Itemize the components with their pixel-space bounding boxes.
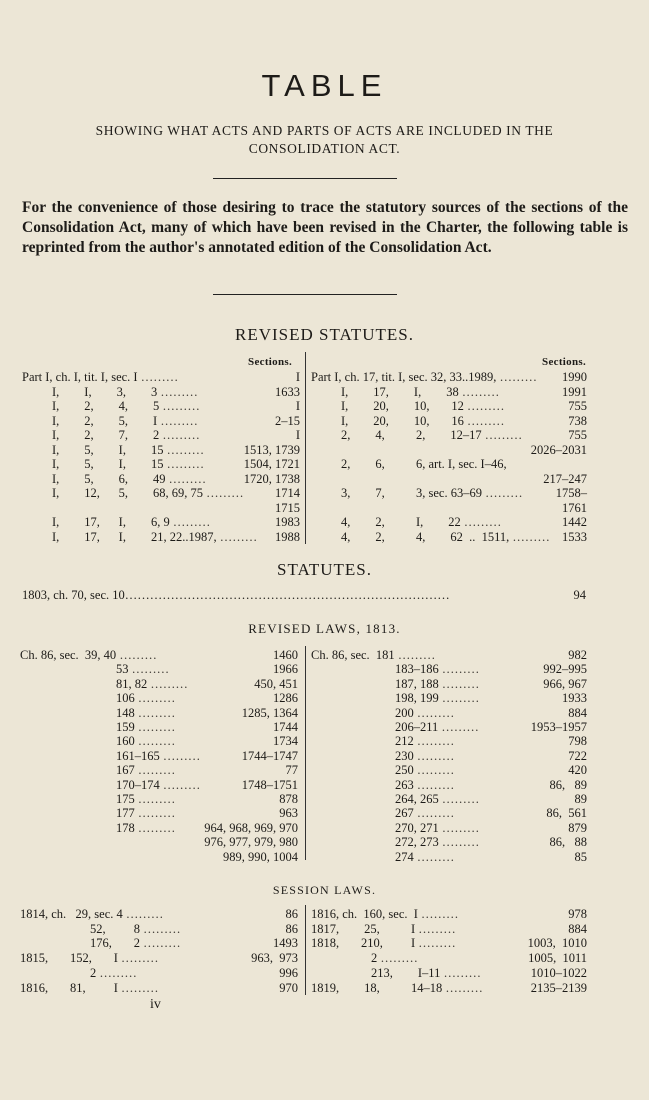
table-row: I, 5, 6, 49 ……… 1720, 1738 [52, 471, 300, 486]
row-reference: 178 [116, 820, 135, 835]
row-section-numbers: I [293, 428, 300, 443]
table-row: 213, I–11 ……… 1010–1022 [371, 965, 587, 980]
row-reference: I, 2, 5, I [52, 413, 158, 428]
row-reference: I, 17, I, 38 [341, 384, 459, 399]
table-row: 2 ……… 996 [90, 965, 298, 980]
table-row: 176, 2 ……… 1493 [90, 936, 298, 951]
row-reference: 183–186 [395, 662, 439, 677]
row-section-numbers: 1744–1747 [239, 749, 298, 764]
row-reference: I, 5, I, 15 [52, 442, 164, 457]
intro-paragraph: For the convenience of those desiring to trace the statutory sources of the sections of the Consolidation Act, many of which have been revised in the Charter, the following table is reprinted from the author's annotated edition of the Consolidation Act. [22, 199, 628, 256]
table-row: 263 ……… 86, 89 [395, 777, 587, 792]
table-row: Ch. 86, sec. 181 ……… 982 [311, 648, 587, 662]
row-reference: 1814, ch. 29, sec. 4 [20, 907, 123, 921]
row-section-numbers: 989, 990, 1004 [220, 850, 298, 865]
row-section-numbers: I [293, 399, 300, 414]
row-section-numbers: 1953–1957 [528, 720, 587, 735]
section-heading-statutes: STATUTES. [276, 560, 372, 579]
row-reference: 106 [116, 691, 135, 706]
row-section-numbers: 1010–1022 [528, 966, 587, 981]
row-section-numbers: 2–15 [272, 414, 300, 429]
row-section-numbers: 755 [565, 428, 587, 443]
row-section-numbers: 1715 [272, 501, 300, 516]
row-reference: 4, 2, 4, 62 .. 1511, [341, 529, 510, 544]
sections-label: Sections. [542, 356, 586, 368]
table-row: 274 ……… 85 [395, 849, 587, 864]
table-row: 183–186 ……… 992–995 [395, 662, 587, 677]
row-reference: Ch. 86, sec. 39, 40 [20, 648, 117, 662]
row-section-numbers: 1504, 1721 [241, 457, 300, 472]
row-reference: 52, 8 [90, 921, 140, 936]
table-row: 1816, ch. 160, sec. I ……… 978 [311, 907, 587, 921]
row-reference: 2 [90, 965, 97, 980]
row-reference: Ch. 86, sec. 181 [311, 648, 395, 662]
table-row: 2 ……… 1005, 1011 [371, 951, 587, 966]
statute-ref: 1803, ch. 70, sec. 10 [22, 588, 125, 602]
table-row: 1815, 152, I ……… 963, 973 [20, 951, 298, 966]
row-section-numbers: 1734 [270, 734, 298, 749]
table-row: I, 2, 5, I ……… 2–15 [52, 413, 300, 428]
table-row: I, 5, I, 15 ……… 1513, 1739 [52, 442, 300, 457]
row-reference: Part I, ch. I, tit. I, sec. I [22, 370, 138, 384]
row-reference: 167 [116, 763, 135, 778]
table-row: 2, 4, 2, 12–17 ……… 755 [341, 428, 587, 442]
row-section-numbers: 1990 [559, 370, 587, 385]
divider-rule [213, 294, 397, 295]
row-reference: Part I, ch. 17, tit. I, sec. 32, 33..1989, [311, 370, 497, 384]
row-reference: I, 2, 7, 2 [52, 428, 160, 442]
table-row: I, 20, 10, 16 ……… 738 [341, 413, 587, 428]
row-section-numbers: 77 [283, 763, 299, 778]
table-row: 177 ……… 963 [116, 806, 298, 821]
row-reference: I, 17, I, 21, 22..1987, [52, 529, 217, 544]
table-row: 198, 199 ……… 1933 [395, 691, 587, 706]
row-reference: 53 [116, 662, 129, 677]
row-reference: I, I, 3, 3 [52, 384, 158, 399]
row-reference: 267 [395, 806, 414, 821]
column-divider [305, 905, 306, 995]
row-reference: I, 2, 4, 5 [52, 399, 160, 413]
table-row: 1818, 210, I ……… 1003, 1010 [311, 936, 587, 951]
table-row: 167 ……… 77 [116, 763, 298, 778]
row-reference: 159 [116, 720, 135, 734]
table-row: 212 ……… 798 [395, 734, 587, 749]
row-reference: 206–211 [395, 720, 439, 734]
table-row: I, 17, I, 21, 22..1987, ……… 1988 [52, 529, 300, 544]
table-row: 267 ……… 86, 561 [395, 806, 587, 821]
table-row: 1814, ch. 29, sec. 4 ……… 86 [20, 907, 298, 921]
row-section-numbers: 722 [565, 749, 587, 764]
section-heading-revised-statutes: REVISED STATUTES. [234, 325, 415, 344]
row-reference: 250 [395, 763, 414, 778]
row-reference: 176, 2 [90, 936, 140, 951]
table-row: 1819, 18, 14–18 ……… 2135–2139 [311, 980, 587, 995]
divider-rule [213, 178, 397, 179]
table-row: I, 12, 5, 68, 69, 75 ……… 1714 [52, 486, 300, 500]
row-reference: 1817, 25, I [311, 921, 416, 936]
row-reference: 3, 7, 3, sec. 63–69 [341, 486, 482, 500]
subtitle-line-1: SHOWING WHAT ACTS AND PARTS OF ACTS ARE INCLUDED IN THE [95, 123, 554, 138]
table-row: 187, 188 ……… 966, 967 [395, 676, 587, 691]
row-reference: 198, 199 [395, 691, 439, 706]
row-section-numbers: 1633 [272, 385, 300, 400]
row-reference: 272, 273 [395, 835, 439, 850]
row-reference: I, 20, 10, 16 [341, 413, 464, 428]
row-section-numbers: 978 [565, 907, 587, 922]
table-row: 52, 8 ……… 86 [90, 921, 298, 936]
row-section-numbers: 982 [565, 648, 587, 663]
row-section-numbers: 970 [276, 981, 298, 996]
row-section-numbers: 1513, 1739 [241, 443, 300, 458]
row-reference: 148 [116, 705, 135, 720]
row-reference: I, 20, 10, 12 [341, 399, 464, 413]
row-section-numbers: 86 [283, 922, 299, 937]
row-reference: 230 [395, 748, 414, 763]
row-section-numbers: 963, 973 [248, 951, 298, 966]
row-section-numbers: 1005, 1011 [525, 951, 587, 966]
row-reference: 2, 6, 6, art. I, sec. I–46, [341, 457, 507, 471]
row-section-numbers: 964, 968, 969, 970 [201, 821, 298, 836]
statute-section-number: 94 [573, 588, 586, 602]
row-reference: 1818, 210, I [311, 936, 416, 951]
row-section-numbers: 1533 [559, 530, 587, 545]
row-section-numbers: 1758– [553, 486, 587, 501]
row-section-numbers: 1714 [272, 486, 300, 501]
row-reference: 200 [395, 705, 414, 720]
row-reference: I, 5, 6, 49 [52, 471, 166, 486]
table-row: 250 ……… 420 [395, 763, 587, 778]
row-reference: 175 [116, 792, 135, 806]
row-section-numbers: 420 [565, 763, 587, 778]
row-reference: 160 [116, 734, 135, 749]
row-section-numbers: 996 [276, 966, 298, 981]
table-row: I, 5, I, 15 ……… 1504, 1721 [52, 457, 300, 471]
row-section-numbers: 86, 89 [547, 778, 588, 793]
row-reference: 264, 265 [395, 792, 439, 806]
sections-label: Sections. [248, 356, 292, 368]
section-heading-revised-laws: REVISED LAWS, 1813. [248, 621, 401, 636]
row-reference: 187, 188 [395, 676, 439, 691]
table-row: I, 2, 4, 5 ……… I [52, 399, 300, 413]
row-section-numbers: 1933 [559, 691, 587, 706]
table-row: 160 ……… 1734 [116, 734, 298, 749]
table-row: Ch. 86, sec. 39, 40 ……… 1460 [20, 648, 298, 662]
row-reference: 2, 4, 2, 12–17 [341, 428, 482, 442]
row-reference: I, 12, 5, 68, 69, 75 [52, 486, 204, 500]
row-section-numbers: 738 [565, 414, 587, 429]
row-section-numbers: 1966 [270, 662, 298, 677]
row-section-numbers: 976, 977, 979, 980 [201, 835, 298, 850]
row-section-numbers: 86, 88 [547, 835, 588, 850]
row-section-numbers: 2135–2139 [528, 981, 587, 996]
table-row: Part I, ch. I, tit. I, sec. I ……… I [22, 370, 300, 384]
table-row: I, I, 3, 3 ……… 1633 [52, 384, 300, 399]
row-reference: 170–174 [116, 777, 160, 792]
row-section-numbers: 963 [276, 806, 298, 821]
row-section-numbers: I [293, 370, 300, 385]
table-row: 200 ……… 884 [395, 705, 587, 720]
row-reference: 263 [395, 777, 414, 792]
row-section-numbers: 879 [565, 821, 587, 836]
statutes-row: 1803, ch. 70, sec. 10…………………………………………………………………… [22, 588, 450, 602]
table-row: 270, 271 ……… 879 [395, 820, 587, 835]
row-section-numbers: 85 [572, 850, 588, 865]
row-section-numbers: 884 [565, 922, 587, 937]
row-reference: I, 17, I, 6, 9 [52, 515, 170, 529]
row-section-numbers: 1983 [272, 515, 300, 530]
table-row: I, 20, 10, 12 ……… 755 [341, 399, 587, 413]
section-heading-session-laws: SESSION LAWS. [272, 883, 377, 897]
row-section-numbers: 1286 [270, 691, 298, 706]
row-section-numbers: 884 [565, 706, 587, 721]
table-row: 106 ……… 1286 [116, 691, 298, 706]
table-row: 159 ……… 1744 [116, 720, 298, 734]
table-row: 264, 265 ……… 89 [395, 792, 587, 806]
table-row: 3, 7, 3, sec. 63–69 ……… 1758– [341, 486, 587, 500]
row-section-numbers: 1744 [270, 720, 298, 735]
row-section-numbers: 878 [276, 792, 298, 807]
subtitle-line-2: CONSOLIDATION ACT. [248, 141, 401, 156]
row-section-numbers: 450, 451 [251, 677, 298, 692]
column-divider [305, 646, 306, 860]
row-section-numbers: 1003, 1010 [525, 936, 587, 951]
page-number: iv [150, 997, 161, 1012]
row-reference: 1819, 18, 14–18 [311, 980, 443, 995]
row-reference: 4, 2, I, 22 [341, 515, 461, 529]
table-row [311, 457, 587, 472]
row-section-numbers: 1493 [270, 936, 298, 951]
row-section-numbers: 1748–1751 [239, 778, 298, 793]
row-reference: I, 5, I, 15 [52, 457, 164, 471]
table-row: 4, 2, I, 22 ……… 1442 [341, 515, 587, 529]
row-section-numbers: 86 [283, 907, 299, 922]
table-row: I, 17, I, 38 ……… 1991 [341, 384, 587, 399]
row-section-numbers: 1442 [559, 515, 587, 530]
row-reference: 161–165 [116, 748, 160, 763]
row-reference: 213, I–11 [371, 965, 441, 980]
row-reference: 1815, 152, I [20, 951, 118, 966]
page-subtitle [20, 122, 629, 158]
row-section-numbers: 2026–2031 [528, 443, 587, 458]
table-row: I, 2, 7, 2 ……… I [52, 428, 300, 442]
row-section-numbers: 966, 967 [540, 677, 587, 692]
row-reference: 274 [395, 849, 414, 864]
table-row: 81, 82 ……… 450, 451 [116, 676, 298, 691]
row-section-numbers: 89 [572, 792, 588, 807]
table-row: 230 ……… 722 [395, 748, 587, 763]
row-section-numbers: 1285, 1364 [239, 706, 298, 721]
table-row: 206–211 ……… 1953–1957 [395, 720, 587, 734]
row-reference: 1816, ch. 160, sec. I [311, 907, 418, 921]
row-reference: 1816, 81, I [20, 980, 118, 995]
table-row: 175 ……… 878 [116, 792, 298, 806]
row-reference: 81, 82 [116, 676, 148, 691]
row-section-numbers: 86, 561 [543, 806, 587, 821]
row-section-numbers: 798 [565, 734, 587, 749]
table-row: 1817, 25, I ……… 884 [311, 921, 587, 936]
table-row: 4, 2, 4, 62 .. 1511, ……… 1533 [341, 529, 587, 544]
table-row: 53 ……… 1966 [116, 662, 298, 677]
row-section-numbers: 1460 [270, 648, 298, 663]
row-section-numbers: 1761 [559, 501, 587, 516]
table-row: 178 ……… 964, 968, 969, 970 [116, 820, 298, 835]
table-row: 1816, 81, I ……… 970 [20, 980, 298, 995]
row-section-numbers: 992–995 [540, 662, 587, 677]
table-row: I, 17, I, 6, 9 ……… 1983 [52, 515, 300, 529]
table-row: 272, 273 ……… 86, 88 [395, 835, 587, 850]
table-row: Part I, ch. 17, tit. I, sec. 32, 33..1989, ……… 1990 [311, 370, 587, 384]
row-section-numbers: 755 [565, 399, 587, 414]
row-section-numbers: 1991 [559, 385, 587, 400]
table-row: 148 ……… 1285, 1364 [116, 705, 298, 720]
table-row: 170–174 ……… 1748–1751 [116, 777, 298, 792]
row-reference: 2 [371, 951, 378, 966]
row-section-numbers: 1988 [272, 530, 300, 545]
row-reference: 177 [116, 806, 135, 821]
row-reference: 270, 271 [395, 820, 439, 835]
row-section-numbers: 217–247 [540, 472, 587, 487]
row-reference: 212 [395, 734, 414, 749]
row-section-numbers: 1720, 1738 [241, 472, 300, 487]
column-divider [305, 352, 306, 544]
table-row: 161–165 ……… 1744–1747 [116, 748, 298, 763]
page-title: TABLE [261, 68, 388, 103]
